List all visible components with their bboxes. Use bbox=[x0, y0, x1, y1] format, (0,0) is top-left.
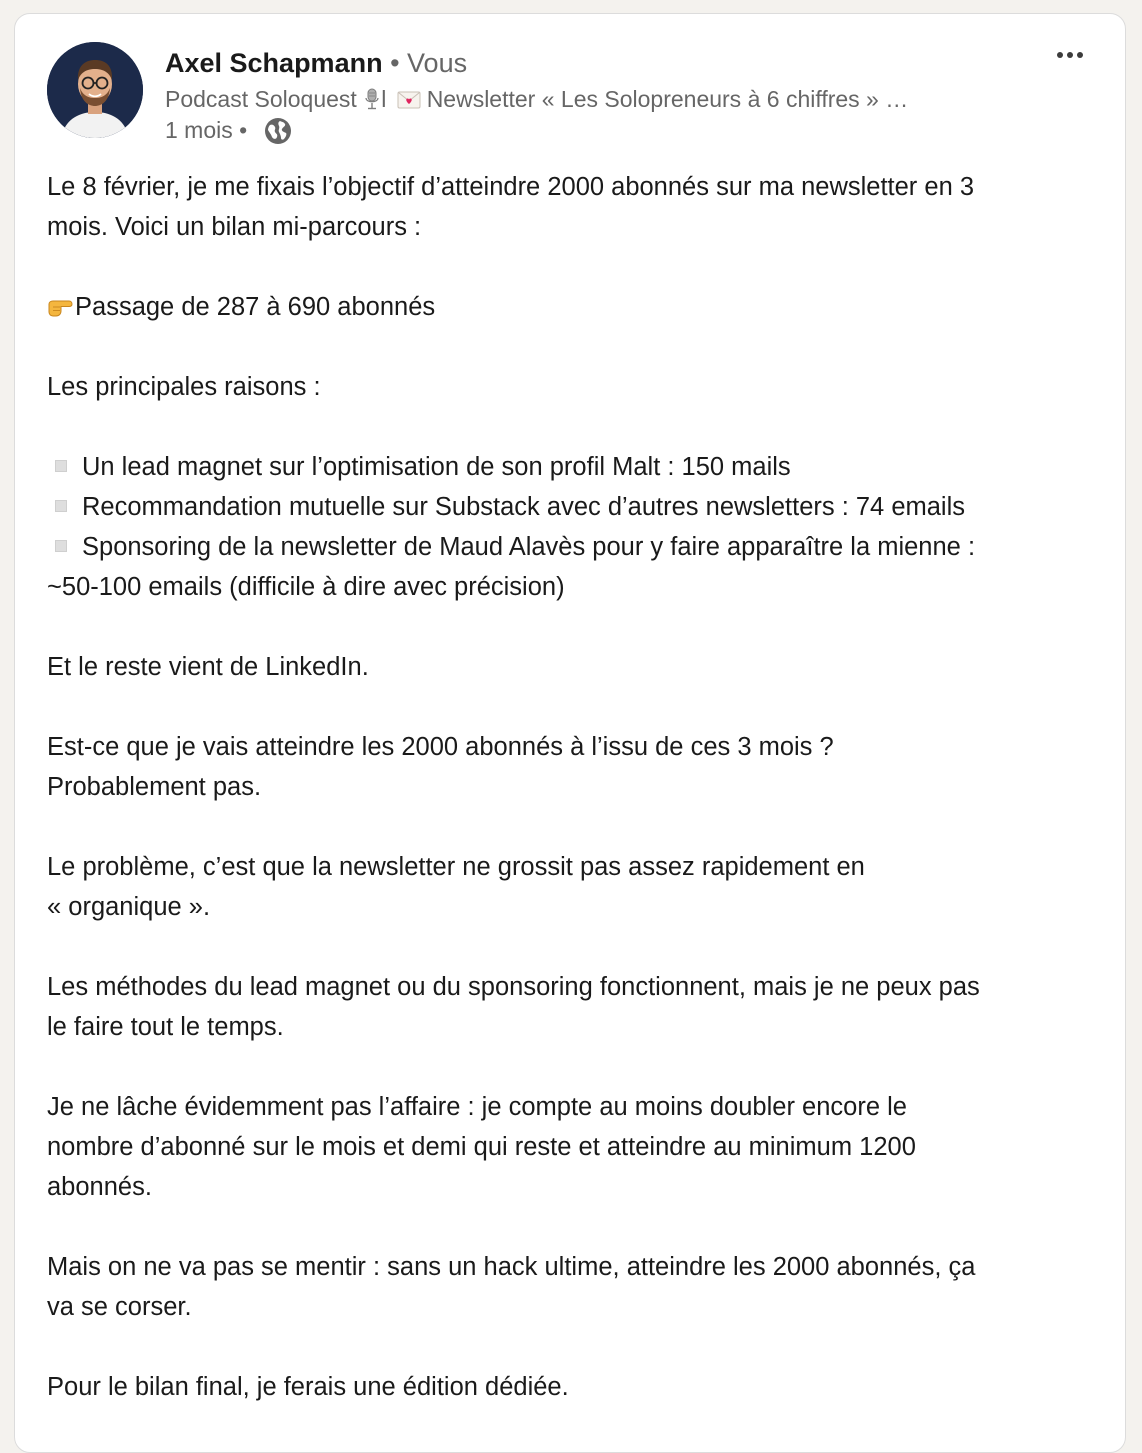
paragraph-1-line-2: mois. Voici un bilan mi-parcours : bbox=[47, 213, 422, 241]
spacer bbox=[47, 1047, 1097, 1087]
paragraph-8-line-1: Je ne lâche évidemment pas l’affaire : je compte au moins doubler encore le bbox=[47, 1093, 907, 1121]
headline-text-part1: Podcast Soloquest bbox=[165, 86, 364, 112]
spacer bbox=[47, 607, 1097, 647]
author-avatar[interactable] bbox=[47, 42, 143, 138]
paragraph-5-line-1: Est-ce que je vais atteindre les 2000 abonnés à l’issu de ces 3 mois ? bbox=[47, 733, 834, 761]
author-headline bbox=[165, 83, 955, 115]
post-body bbox=[47, 167, 1097, 1407]
bullet-square-icon bbox=[55, 540, 67, 552]
paragraph-7-line-2: le faire tout le temps. bbox=[47, 1013, 284, 1041]
spacer bbox=[47, 807, 1097, 847]
spacer bbox=[47, 687, 1097, 727]
paragraph-3: Les principales raisons : bbox=[47, 373, 321, 401]
love-letter-icon bbox=[397, 91, 421, 109]
paragraph-2-text: Passage de 287 à 690 abonnés bbox=[75, 293, 436, 321]
spacer bbox=[47, 1207, 1097, 1247]
spacer bbox=[47, 927, 1097, 967]
list-item-text: Un lead magnet sur l’optimisation de son profil Malt : 150 mails bbox=[82, 453, 791, 481]
list-item-text: Recommandation mutuelle sur Substack avec d’autres newsletters : 74 emails bbox=[82, 493, 965, 521]
paragraph-2 bbox=[47, 287, 1097, 327]
paragraph-1-line-1: Le 8 février, je me fixais l’objectif d’atteindre 2000 abonnés sur ma newsletter en 3 bbox=[47, 173, 975, 201]
author-line bbox=[165, 45, 467, 81]
spacer bbox=[47, 247, 1097, 287]
paragraph-4: Et le reste vient de LinkedIn. bbox=[47, 653, 369, 681]
list-item bbox=[47, 447, 1097, 487]
more-horizontal-icon bbox=[1051, 40, 1089, 70]
paragraph-8-line-3: abonnés. bbox=[47, 1173, 152, 1201]
pointing-hand-icon bbox=[47, 294, 75, 318]
spacer bbox=[47, 1327, 1097, 1367]
post-card bbox=[14, 13, 1126, 1453]
more-options-button[interactable] bbox=[1051, 40, 1089, 70]
paragraph-9-line-2: va se corser. bbox=[47, 1293, 192, 1321]
list-item bbox=[47, 487, 1097, 527]
paragraph-6-line-2: « organique ». bbox=[47, 893, 211, 921]
spacer bbox=[47, 327, 1097, 367]
paragraph-10: Pour le bilan final, je ferais une édition dédiée. bbox=[47, 1373, 569, 1401]
paragraph-9-line-1: Mais on ne va pas se mentir : sans un hack ultime, atteindre les 2000 abonnés, ça bbox=[47, 1253, 976, 1281]
list-item-text: Sponsoring de la newsletter de Maud Alavès pour y faire apparaître la mienne : bbox=[82, 533, 976, 561]
author-name[interactable]: Axel Schapmann bbox=[165, 48, 383, 78]
post-time: 1 mois • bbox=[165, 117, 248, 143]
microphone-icon bbox=[363, 88, 381, 110]
paragraph-7-line-1: Les méthodes du lead magnet ou du sponsoring fonctionnent, mais je ne peux pas bbox=[47, 973, 980, 1001]
globe-icon bbox=[263, 116, 293, 146]
post-meta bbox=[165, 114, 293, 146]
author-connection-degree: • Vous bbox=[382, 48, 468, 78]
bullet-square-icon bbox=[55, 460, 67, 472]
avatar-portrait bbox=[47, 42, 143, 138]
spacer bbox=[47, 407, 1097, 447]
paragraph-6-line-1: Le problème, c’est que la newsletter ne grossit pas assez rapidement en bbox=[47, 853, 865, 881]
paragraph-5-line-2: Probablement pas. bbox=[47, 773, 262, 801]
bullet-square-icon bbox=[55, 500, 67, 512]
list-item-continuation: ~50-100 emails (difficile à dire avec précision) bbox=[47, 573, 565, 601]
list-item bbox=[47, 527, 1097, 567]
headline-text-part2: l bbox=[381, 86, 393, 112]
headline-text-part3: Newsletter « Les Solopreneurs à 6 chiffres » … bbox=[426, 86, 909, 112]
paragraph-8-line-2: nombre d’abonné sur le mois et demi qui reste et atteindre au minimum 1200 bbox=[47, 1133, 916, 1161]
